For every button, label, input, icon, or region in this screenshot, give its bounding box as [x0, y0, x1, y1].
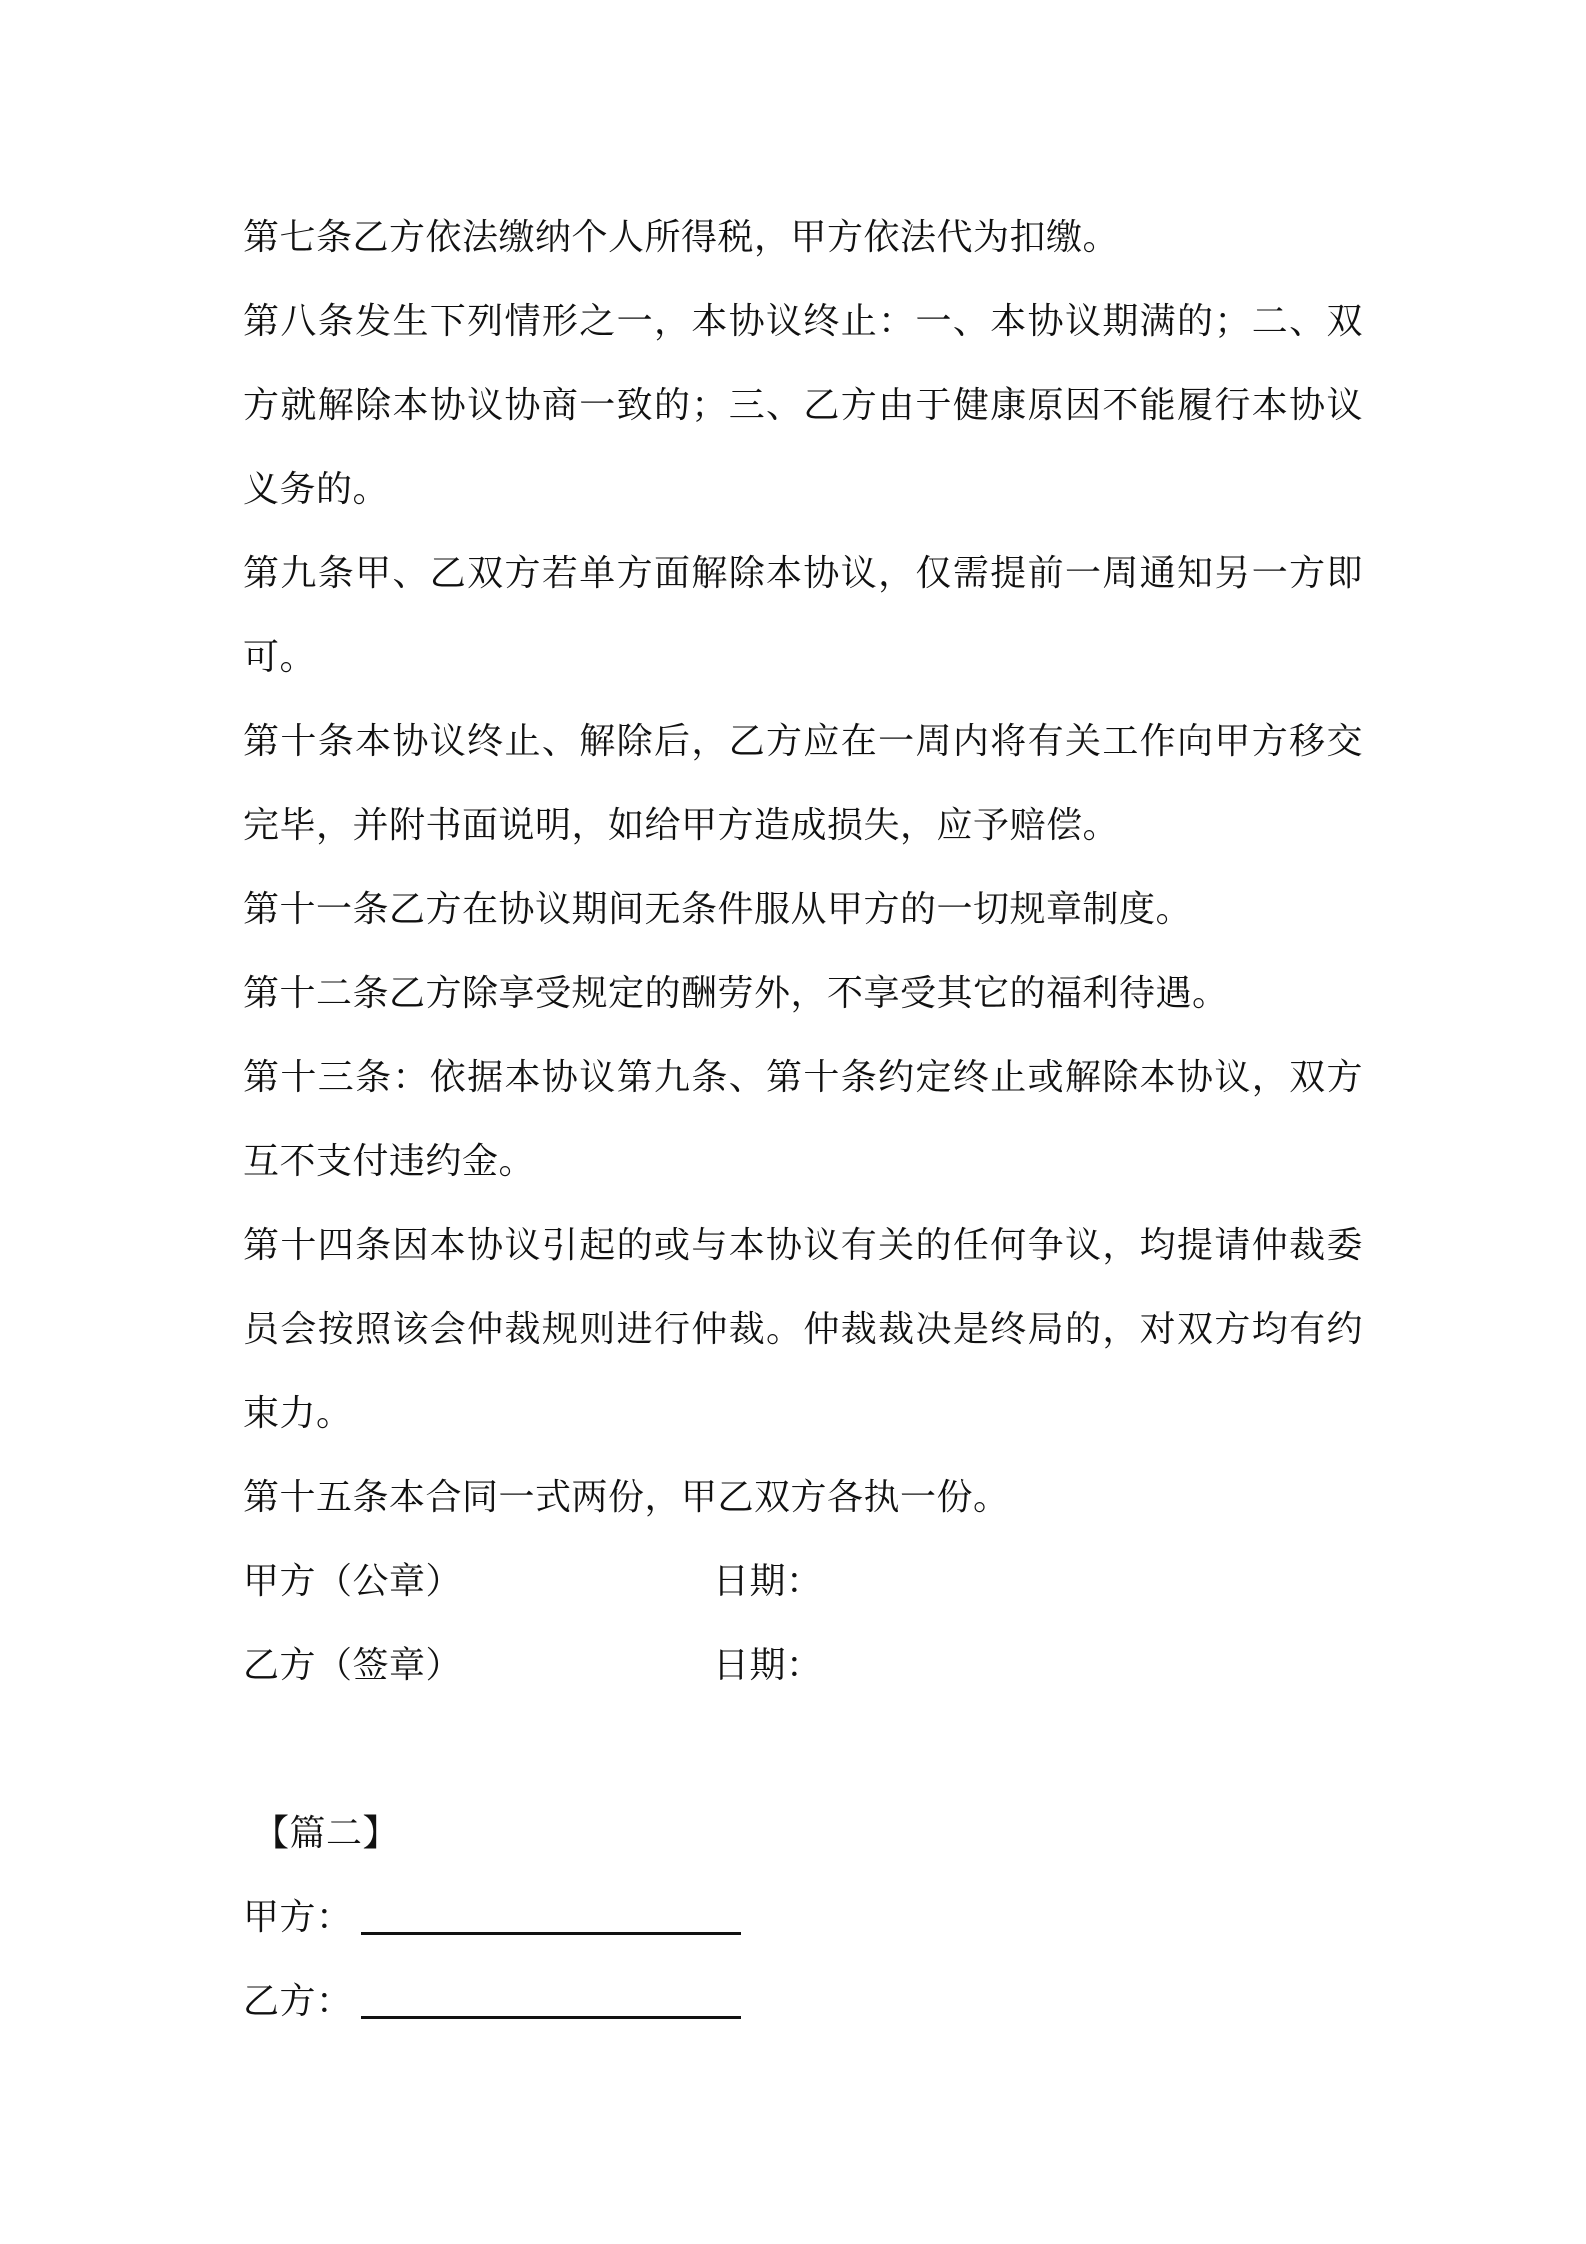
signature-row-party-a — [243, 1540, 1363, 1624]
section-two-party-a-label: 甲方： — [243, 1897, 353, 1938]
clause-15: 第十五条本合同一式两份，甲乙双方各执一份。 — [243, 1477, 1010, 1518]
section-gap — [243, 1708, 1363, 1792]
clause-8: 第八条发生下列情形之一，本协议终止：一、本协议期满的；二、双方就解除本协议协商一致的；三、乙方由于健康原因不能履行本协议义务的。 — [243, 301, 1363, 510]
party-b-date-label: 日期： — [713, 1645, 823, 1686]
party-b-blank-line — [361, 1976, 741, 2019]
clause-10: 第十条本协议终止、解除后，乙方应在一周内将有关工作向甲方移交完毕，并附书面说明，如给甲方造成损失，应予赔偿。 — [243, 721, 1363, 846]
clause-12: 第十二条乙方除享受规定的酬劳外，不享受其它的福利待遇。 — [243, 973, 1229, 1014]
party-a-blank-line — [361, 1892, 741, 1935]
section-two-party-b — [243, 1960, 1363, 2044]
document-body — [243, 196, 1363, 2044]
party-a-date-label: 日期： — [713, 1561, 823, 1602]
section-two-title: 【篇二】 — [253, 1813, 400, 1854]
party-a-seal-label: 甲方（公章） — [243, 1561, 463, 1602]
clause-7: 第七条乙方依法缴纳个人所得税，甲方依法代为扣缴。 — [243, 217, 1120, 258]
party-b-seal-label: 乙方（签章） — [243, 1645, 463, 1686]
clause-11: 第十一条乙方在协议期间无条件服从甲方的一切规章制度。 — [243, 889, 1193, 930]
clause-9: 第九条甲、乙双方若单方面解除本协议，仅需提前一周通知另一方即可。 — [243, 553, 1363, 678]
signature-row-party-b — [243, 1624, 1363, 1708]
clause-13: 第十三条：依据本协议第九条、第十条约定终止或解除本协议，双方互不支付违约金。 — [243, 1057, 1363, 1182]
clause-14: 第十四条因本协议引起的或与本协议有关的任何争议，均提请仲裁委员会按照该会仲裁规则进行仲裁。仲裁裁决是终局的，对双方均有约束力。 — [243, 1225, 1363, 1434]
section-two-party-b-label: 乙方： — [243, 1981, 353, 2022]
section-two-party-a — [243, 1876, 1363, 1960]
